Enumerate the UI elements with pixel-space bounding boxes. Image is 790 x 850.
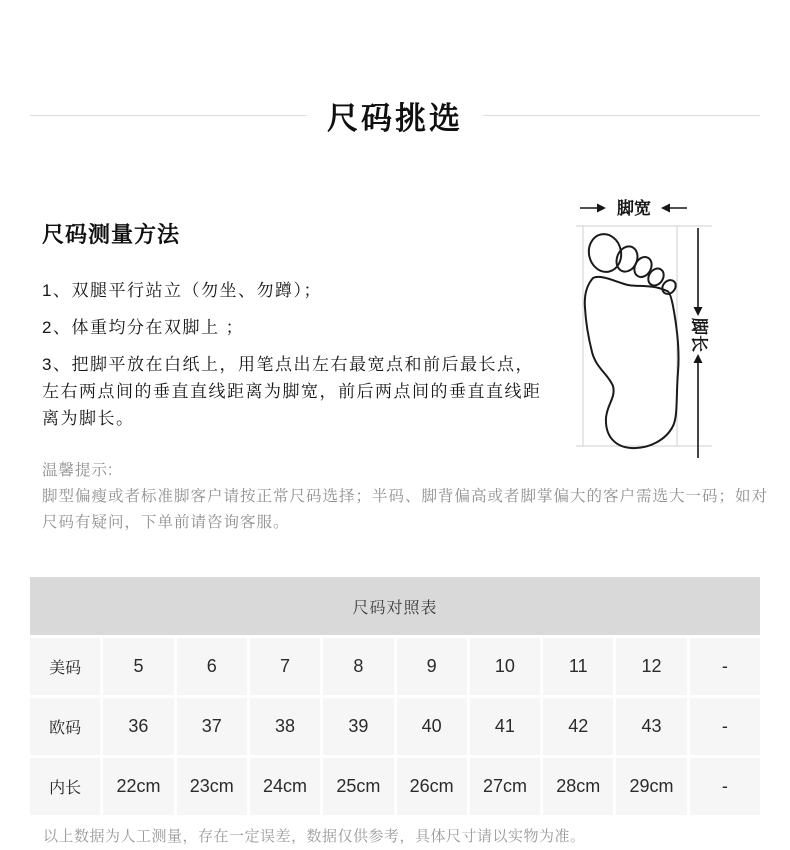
warm-tips-title: 温馨提示:	[42, 462, 114, 479]
width-arrow-left-icon	[661, 204, 670, 213]
table-cell: 10	[470, 638, 540, 695]
foot-measure-diagram	[556, 190, 731, 475]
foot-length-annotation	[690, 228, 710, 458]
warm-tips-section	[42, 458, 779, 536]
foot-diagram-svg	[556, 190, 731, 470]
measure-method-section	[42, 218, 552, 442]
size-table-grid	[30, 638, 760, 815]
table-cell: 12	[616, 638, 686, 695]
table-cell: 38	[250, 698, 320, 755]
table-cell: -	[690, 758, 760, 815]
table-cell: 37	[177, 698, 247, 755]
table-cell: 24cm	[250, 758, 320, 815]
table-cell: 23cm	[177, 758, 247, 815]
table-row-label: 欧码	[30, 698, 100, 755]
measure-method-heading: 尺码测量方法	[42, 222, 181, 247]
table-cell: 28cm	[543, 758, 613, 815]
size-table-title: 尺码对照表	[30, 577, 760, 635]
warm-tips-body: 脚型偏瘦或者标准脚客户请按正常尺码选择；半码、脚背偏高或者脚掌偏大的客户需选大一码；如对尺码有疑问，下单前请咨询客服。	[42, 488, 769, 531]
table-cell: 43	[616, 698, 686, 755]
table-cell: 11	[543, 638, 613, 695]
length-arrow-up-icon	[694, 354, 703, 363]
table-cell: 27cm	[470, 758, 540, 815]
table-cell: 7	[250, 638, 320, 695]
title-divider-left	[30, 115, 307, 116]
table-cell: 8	[323, 638, 393, 695]
foot-width-label: 脚宽	[617, 199, 651, 218]
foot-outline	[585, 231, 679, 448]
page-title-row	[0, 93, 790, 137]
table-cell: 39	[323, 698, 393, 755]
measure-step-3: 3、把脚平放在白纸上，用笔点出左右最宽点和前后最长点，左右两点间的垂直直线距离为脚宽，前后两点间的垂直直线距离为脚长。	[42, 355, 542, 428]
width-arrow-right-icon	[597, 204, 606, 213]
table-cell: 26cm	[397, 758, 467, 815]
foot-width-annotation	[580, 198, 687, 218]
table-cell: -	[690, 638, 760, 695]
table-cell: 36	[103, 698, 173, 755]
table-cell: 5	[103, 638, 173, 695]
table-footnote: 以上数据为人工测量，存在一定误差，数据仅供参考，具体尺寸请以实物为准。	[43, 828, 586, 845]
size-comparison-table	[30, 577, 760, 815]
measure-step-2: 2、体重均分在双脚上 ；	[42, 318, 245, 337]
toe-3	[631, 254, 655, 280]
foot-sole-outline	[585, 277, 679, 448]
measure-step-1: 1、双腿平行站立（勿坐、勿蹲）；	[42, 281, 322, 300]
table-cell: 29cm	[616, 758, 686, 815]
table-row-label: 美码	[30, 638, 100, 695]
foot-length-label: 脚长	[689, 318, 709, 352]
table-cell: 25cm	[323, 758, 393, 815]
table-cell: -	[690, 698, 760, 755]
page-title: 尺码挑选	[327, 100, 463, 136]
length-arrow-down-icon	[694, 307, 703, 316]
table-cell: 40	[397, 698, 467, 755]
table-cell: 41	[470, 698, 540, 755]
table-cell: 6	[177, 638, 247, 695]
table-cell: 22cm	[103, 758, 173, 815]
table-row-label: 内长	[30, 758, 100, 815]
table-cell: 9	[397, 638, 467, 695]
table-cell: 42	[543, 698, 613, 755]
toe-2	[613, 243, 641, 275]
title-divider-right	[483, 115, 760, 116]
